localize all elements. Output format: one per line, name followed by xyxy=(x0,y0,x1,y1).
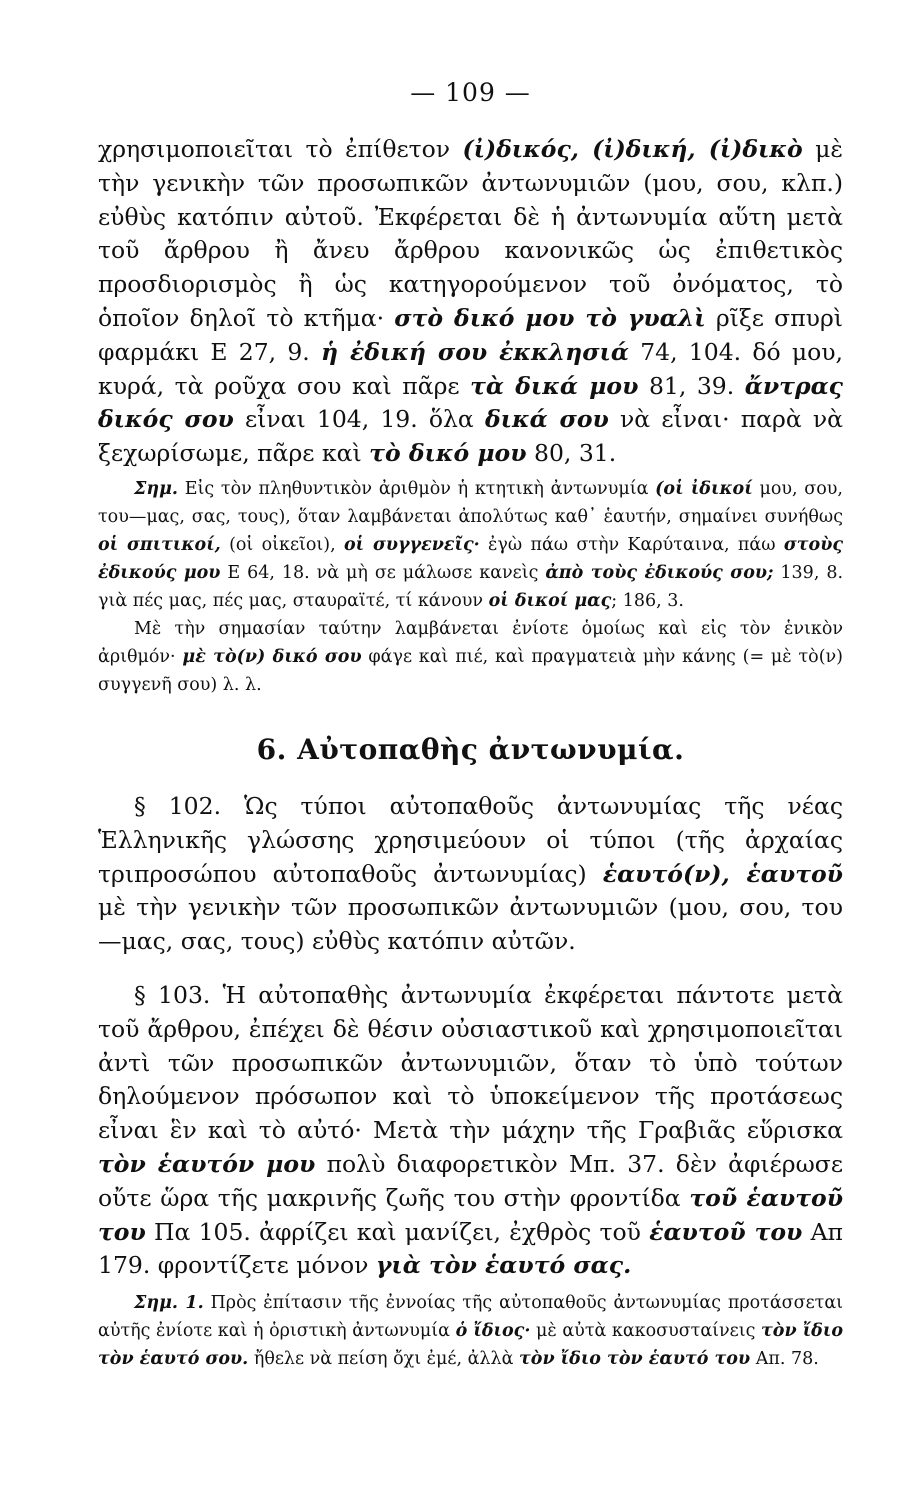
emph-idikos: (ἰ)δικός, (ἰ)δική, (ἰ)δικὸ xyxy=(462,135,803,163)
note-label: Σημ. 1. xyxy=(134,1293,204,1314)
paragraph-section-102: § 102. Ὡς τύποι αὐτοπαθοῦς ἀντωνυμίας τῆς νέας Ἑλληνικῆς γλώσσης χρησιμεύουν οἱ τύποι (τῆς ἀρχαίας τριπροσώπου αὐτοπαθοῦς ἀντωνυμίας) ἑαυτό(ν), ἑαυτοῦ μὲ τὴν γενικὴν τῶν προσωπικῶν ἀντωνυμιῶν (μου, σου, του—μας, σας, τους) εὐθὺς κατόπιν αὐτῶν. xyxy=(98,791,843,956)
section-heading: 6. Αὐτοπαθὴς ἀντωνυμία. xyxy=(256,732,685,766)
paragraph-possessive-idikos: χρησιμοποιεῖται τὸ ἐπίθετον (ἰ)δικός, (ἰ)δική, (ἰ)δικὸ μὲ τὴν γενικὴν τῶν προσωπικῶν ἀντωνυμιῶν (μου, σου, κλπ.) εὐθὺς κατόπιν αὐτοῦ. Ἐκφέρεται δὲ ἡ ἀντωνυμία αὕτη μετὰ τοῦ ἄρθρου ἢ ἄνευ ἄρθρου κανονικῶς ὡς ἐπιθετικὸς προσδιορισμὸς ἢ ὡς κατηγορούμενον τοῦ ὀνόματος, τὸ ὁποῖον δηλοῖ τὸ κτῆμα· στὸ δικό μου τὸ γυαλὶ ρῖξε σπυρὶ φαρμάκι Ε 27, 9. ἡ ἐδική σου ἐκκλησιά 74, 104. δό μου, κυρά, τὰ ροῦχα σου καὶ πᾶρε τὰ δικά μου 81, 39. ἄντρας δικός σου εἶναι 104, 19. ὅλα δικά σου νὰ εἶναι· παρὰ νὰ ξεχωρίσωμε, πᾶρε καὶ τὸ δικό μου 80, 31. xyxy=(98,135,844,468)
note-singular-usage: Μὲ τὴν σημασίαν ταύτην λαμβάνεται ἐνίοτε ὁμοίως καὶ εἰς τὸν ἑνικὸν ἀριθμόν· μὲ τὸ(ν) δικό σου φάγε καὶ πιέ, καὶ πραγματειὰ μὴν κάνης (= μὲ τὸ(ν) συγγενῆ σου) λ. λ. xyxy=(98,618,843,695)
note-1-intensive: Σημ. 1. Πρὸς ἐπίτασιν τῆς ἐννοίας τῆς αὐτοπαθοῦς ἀντωνυμίας προτάσσεται αὐτῆς ἐνίοτε καὶ ἡ ὁριστικὴ ἀντωνυμία ὁ ἴδιος· μὲ αὐτὰ κακοσυσταίνεις τὸν ἴδιο τὸν ἑαυτό σου. ἤθελε νὰ πείση ὄχι ἐμέ, ἀλλὰ τὸν ἴδιο τὸν ἑαυτό του Απ. 78. xyxy=(98,1293,844,1370)
paragraph-gap xyxy=(98,959,843,979)
page-number: — 109 — xyxy=(410,78,531,107)
note-label: Σημ. xyxy=(134,478,178,499)
paragraph-section-103: § 103. Ἡ αὐτοπαθὴς ἀντωνυμία ἐκφέρεται πάντοτε μετὰ τοῦ ἄρθρου, ἐπέχει δὲ θέσιν οὐσιαστικοῦ καὶ χρησιμοποιεῖται ἀντὶ τῶν προσωπικῶν ἀντωνυμιῶν, ὅταν τὸ ὑπὸ τούτων δηλούμενον πρόσωπον καὶ τὸ ὑποκείμενον τῆς προτάσεως εἶναι ἓν καὶ τὸ αὐτό· Μετὰ τὴν μάχην τῆς Γραβιᾶς εὕρισκα τὸν ἑαυτόν μου πολὺ διαφορετικὸν Μπ. 37. δὲν ἀφιέρωσε οὔτε ὥρα τῆς μακρινῆς ζωῆς του στὴν φροντίδα τοῦ ἑαυτοῦ του Πα 105. ἀφρίζει καὶ μανίζει, ἐχθρὸς τοῦ ἑαυτοῦ του Απ 179. φροντίζετε μόνον γιὰ τὸν ἑαυτό σας. xyxy=(98,980,843,1280)
note-plural-possessive: Σημ. Εἰς τὸν πληθυντικὸν ἀριθμὸν ἡ κτητικὴ ἀντωνυμία (οἱ ἰδικοί μου, σου, του—μας, σας, τους), ὅταν λαμβάνεται ἀπολύτως καθ᾽ ἑαυτήν, σημαίνει συνήθως οἱ σπιτικοί, (οἱ οἰκεῖοι), οἱ συγγενεῖς· ἐγὼ πάω στὴν Καρύταινα, πάω στοὺς ἐδικούς μου Ε 64, 18. νὰ μὴ σε μάλωσε κανεὶς ἀπὸ τοὺς ἐδικούς σου; 139, 8. γιὰ πές μας, πές μας, σταυραϊτέ, τί κάνουν οἱ δικοί μας; 186, 3. xyxy=(98,478,844,611)
